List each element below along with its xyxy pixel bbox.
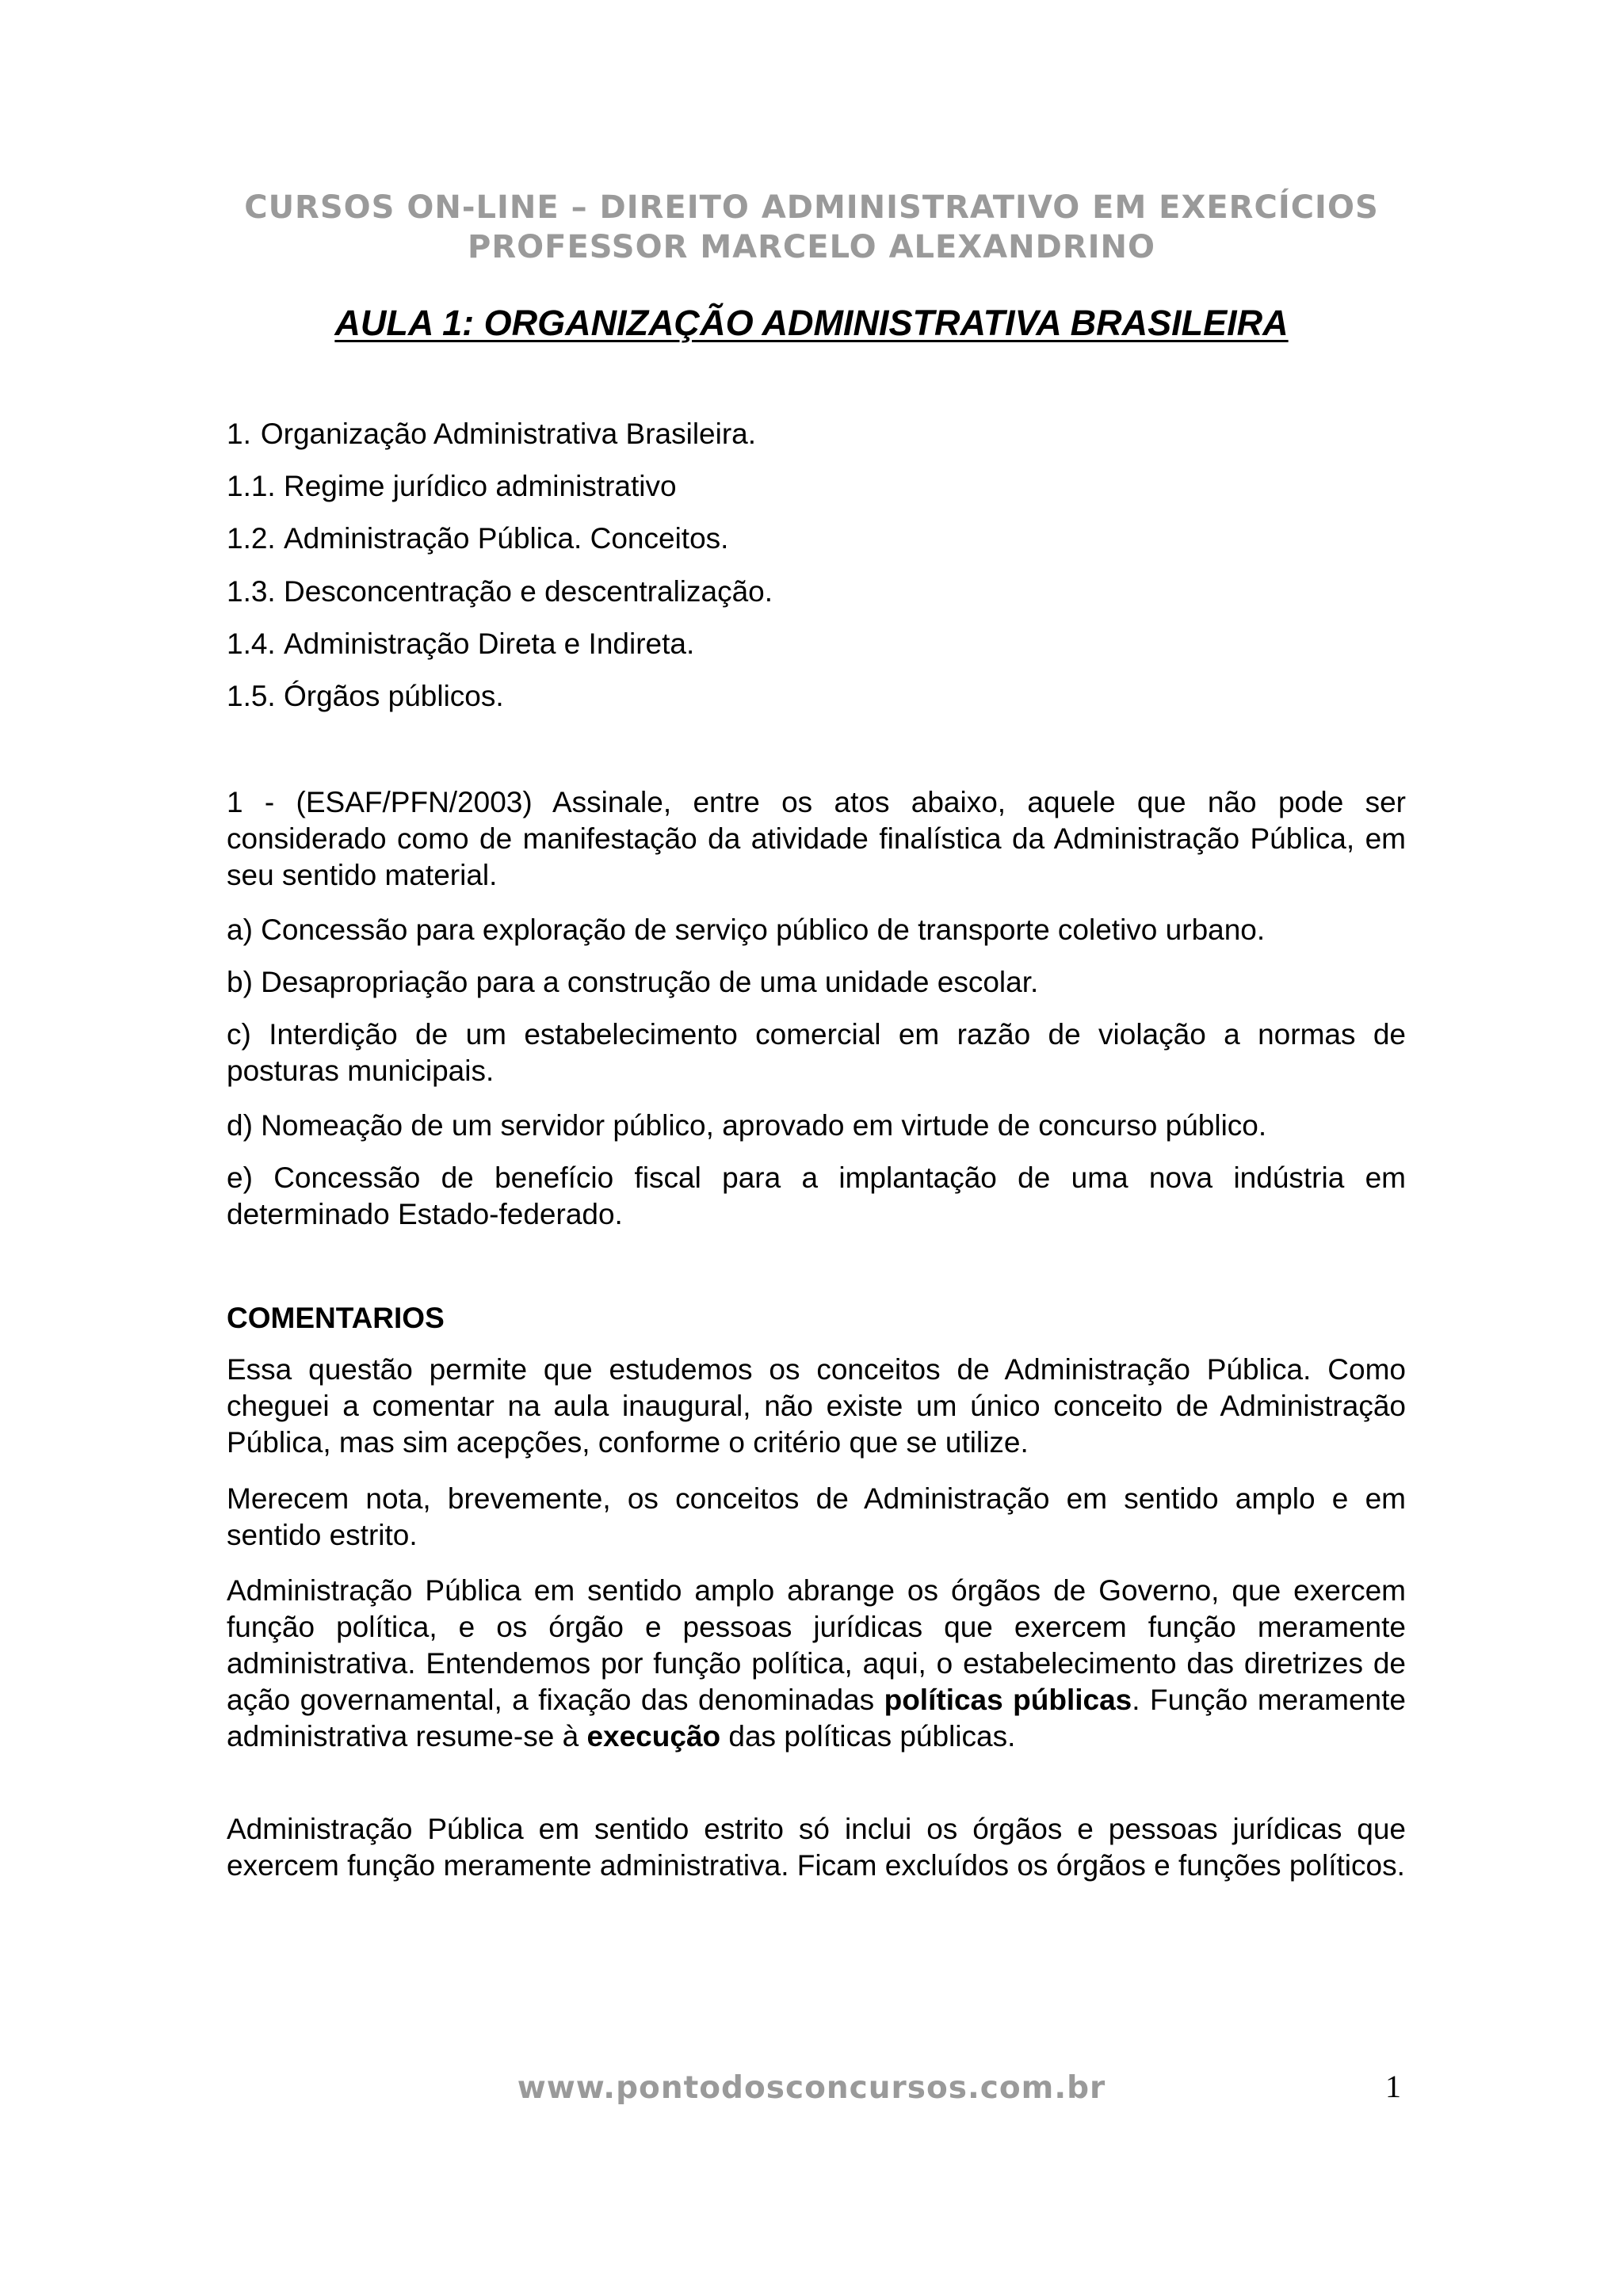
bold-term-execucao: execução xyxy=(586,1720,721,1753)
toc-item-number: 1.1. xyxy=(227,470,276,502)
option-a: a) Concessão para exploração de serviço público de transporte coletivo urbano. xyxy=(227,913,1266,946)
toc-item xyxy=(227,678,504,715)
comments-paragraph-3 xyxy=(227,1573,1406,1755)
paragraph-text: das políticas públicas. xyxy=(720,1720,1016,1753)
toc-item-number: 1.4. xyxy=(227,627,276,660)
toc-item xyxy=(227,468,677,505)
footer-website: www.pontodosconcursos.com.br xyxy=(517,2070,1106,2106)
option-c: c) Interdição de um estabelecimento comercial em razão de violação a normas de posturas municipais. xyxy=(227,1018,1406,1087)
paragraph-text: Administração Pública em sentido amplo abrange os órgãos de Governo, que exercem função política, e os órgão e pessoas jurídicas que exercem função meramente administrativa. Entendemos por função política, aqui, o estabelecimento das diretrizes de ação governamental, a fixação das denominadas xyxy=(227,1574,1406,1716)
course-header-line-2: PROFESSOR MARCELO ALEXANDRINO xyxy=(468,229,1155,265)
toc-item xyxy=(227,521,728,557)
comments-heading: COMENTARIOS xyxy=(227,1302,445,1334)
question-statement: 1 - (ESAF/PFN/2003) Assinale, entre os atos abaixo, aquele que não pode ser considerado como de manifestação da atividade finalística da Administração Pública, em seu sentido material. xyxy=(227,786,1406,891)
toc-item-label: Administração Pública. Conceitos. xyxy=(284,522,729,555)
comments-paragraph-2: Merecem nota, brevemente, os conceitos de Administração em sentido amplo e em sentido estrito. xyxy=(227,1482,1406,1551)
option-d: d) Nomeação de um servidor público, aprovado em virtude de concurso público. xyxy=(227,1109,1267,1142)
toc-item xyxy=(227,416,756,452)
toc-item-label: Regime jurídico administrativo xyxy=(284,470,677,502)
page-number: 1 xyxy=(1385,2069,1401,2104)
toc-item-number: 1. xyxy=(227,418,251,450)
bold-term-politicas-publicas: políticas públicas xyxy=(884,1684,1132,1716)
course-header-line-1: CURSOS ON-LINE – DIREITO ADMINISTRATIVO EM EXERCÍCIOS xyxy=(244,189,1379,226)
toc-item-number: 1.5. xyxy=(227,680,276,712)
option-e: e) Concessão de benefício fiscal para a implantação de uma nova indústria em determinado Estado-federado. xyxy=(227,1161,1406,1230)
toc-item xyxy=(227,574,773,610)
toc-item-label: Organização Administrativa Brasileira. xyxy=(260,418,757,450)
comments-paragraph-4: Administração Pública em sentido estrito só inclui os órgãos e pessoas jurídicas que exercem função meramente administrativa. Ficam excluídos os órgãos e funções políticos. xyxy=(227,1813,1406,1882)
toc-item xyxy=(227,626,694,662)
paragraph-text: . Função meramente administrativa resume-se à xyxy=(227,1684,1406,1753)
toc-item-number: 1.3. xyxy=(227,575,276,608)
option-b: b) Desapropriação para a construção de uma unidade escolar. xyxy=(227,966,1039,998)
toc-item-number: 1.2. xyxy=(227,522,276,555)
toc-item-label: Administração Direta e Indireta. xyxy=(284,627,695,660)
toc-item-label: Desconcentração e descentralização. xyxy=(284,575,773,608)
toc-item-label: Órgãos públicos. xyxy=(284,680,504,712)
comments-paragraph-1: Essa questão permite que estudemos os conceitos de Administração Pública. Como cheguei a comentar na aula inaugural, não existe um único conceito de Administração Pública, mas sim acepções, conforme o critério que se utilize. xyxy=(227,1353,1406,1459)
lesson-title: AULA 1: ORGANIZAÇÃO ADMINISTRATIVA BRASILEIRA xyxy=(334,303,1289,343)
